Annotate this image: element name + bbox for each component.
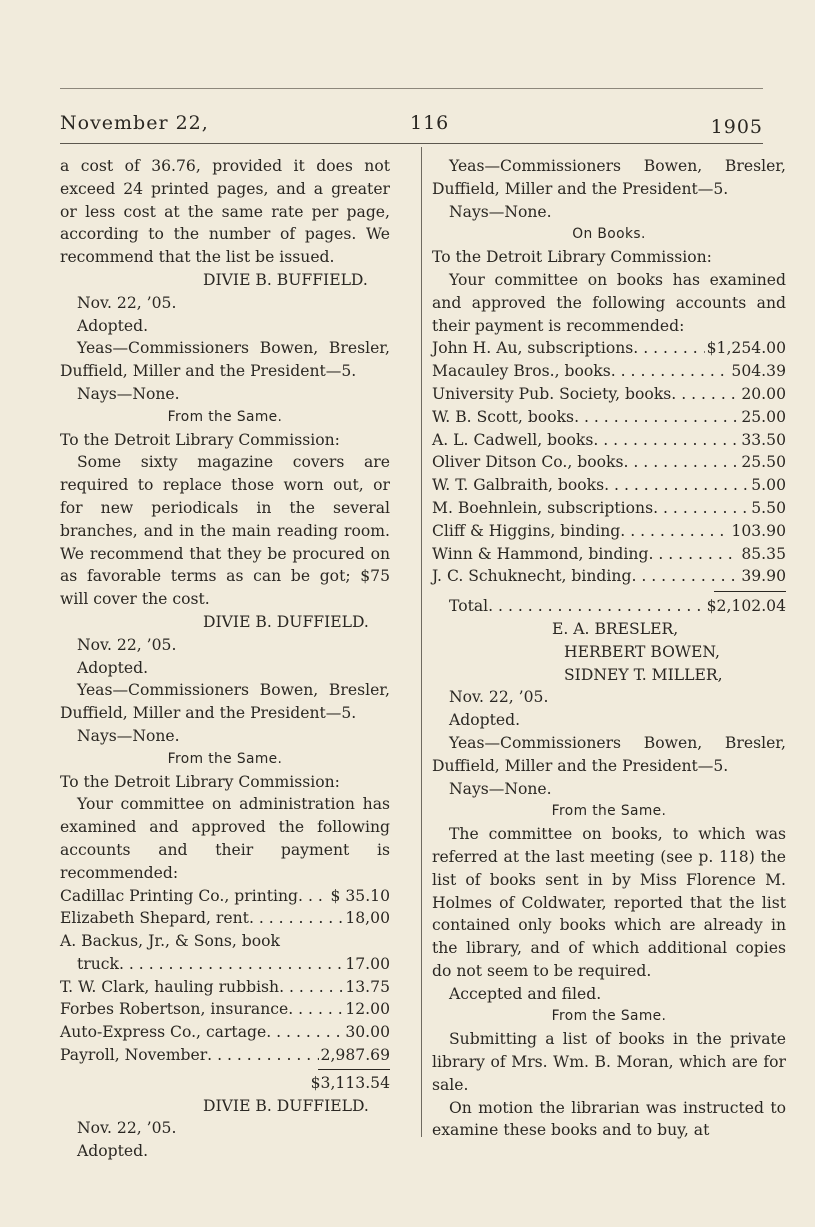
account-amount: 25.50 [741, 453, 786, 472]
account-name: University Pub. Society, books [432, 384, 672, 403]
account-amount: 18,00 [345, 909, 390, 928]
paragraph: Submitting a list of books in the private library of Mrs. Wm. B. Moran, which are for sale. [432, 1030, 786, 1094]
paragraph: On motion the librarian was instructed to examine these books and to buy, at [432, 1098, 786, 1140]
dot-leader [653, 497, 749, 520]
date-line: Nov. 22, ’05. [449, 688, 549, 707]
account-name: Cadillac Printing Co., printing [60, 886, 299, 905]
date-line: Nov. 22, ’05. [77, 635, 177, 654]
dot-leader [631, 565, 739, 588]
yeas-line: Yeas—Commissioners Bowen, Bresler, Duffield, Miller and the President—5. [432, 733, 786, 775]
account-amount: 2,987.69 [320, 1046, 390, 1065]
account-row [432, 429, 786, 452]
adopted-line: Adopted. [77, 658, 149, 677]
account-row [432, 543, 786, 566]
dot-leader [288, 998, 343, 1021]
salutation: To the Detroit Library Commission: [432, 248, 712, 267]
paragraph: Your committee on books has examined and approved the following accounts and their payment is recommended: [432, 270, 786, 335]
account-name: Cliff & Higgins, binding [432, 521, 621, 540]
dot-leader [671, 383, 739, 406]
dot-leader [611, 360, 730, 383]
accounts-list [432, 337, 786, 588]
salutation: To the Detroit Library Commission: [60, 772, 340, 791]
nays-line: Nays—None. [449, 202, 552, 221]
left-column [60, 155, 390, 1163]
account-amount: 25.00 [741, 407, 786, 426]
section-heading: From the Same. [551, 803, 667, 820]
right-column [432, 155, 786, 1142]
account-amount: $1,254.00 [706, 339, 786, 358]
top-rule [60, 88, 763, 89]
account-amount: 504.39 [731, 362, 786, 381]
paragraph: Your committee on administration has examined and approved the following accounts and their payment is recommended: [60, 795, 390, 882]
header-date: November 22, [60, 112, 209, 134]
account-name: W. T. Galbraith, books [432, 476, 605, 495]
dot-leader [604, 474, 749, 497]
account-row [60, 1021, 390, 1044]
account-row [60, 1044, 390, 1067]
account-amount: 20.00 [741, 384, 786, 403]
account-row [60, 907, 390, 930]
section-heading: From the Same. [551, 1008, 667, 1025]
signature: DIVIE B. DUFFIELD. [203, 612, 369, 631]
account-row [432, 451, 786, 474]
yeas-line: Yeas—Commissioners Bowen, Bresler, Duffield, Miller and the President—5. [60, 681, 390, 723]
account-name: W. B. Scott, books [432, 407, 575, 426]
adopted-line: Adopted. [77, 1142, 149, 1161]
account-row [432, 383, 786, 406]
signer: SIDNEY T. MILLER, [564, 665, 723, 684]
account-name: Forbes Robertson, insurance [60, 1000, 289, 1019]
account-name: J. C. Schuknecht, binding [432, 567, 632, 586]
account-amount: 17.00 [345, 954, 390, 973]
account-row [60, 998, 390, 1021]
accepted-line: Accepted and filed. [449, 984, 602, 1003]
dot-leader [593, 429, 739, 452]
dot-leader [207, 1044, 318, 1067]
section-heading: From the Same. [167, 750, 283, 767]
total-label: Total [449, 597, 489, 616]
dot-leader [633, 337, 704, 360]
dot-leader [119, 953, 343, 976]
yeas-line: Yeas—Commissioners Bowen, Bresler, Duffield, Miller and the President—5. [432, 157, 786, 198]
account-amount: 5.00 [751, 476, 786, 495]
dot-leader [620, 520, 729, 543]
nays-line: Nays—None. [77, 384, 180, 403]
account-name: Payroll, November [60, 1046, 208, 1065]
account-amount: 103.90 [731, 521, 786, 540]
signature: DIVIE B. BUFFIELD. [203, 270, 368, 289]
account-amount: $ 35.10 [330, 886, 390, 905]
account-amount: 30.00 [345, 1023, 390, 1042]
account-amount: 33.50 [741, 430, 786, 449]
account-name: Macauley Bros., books [432, 362, 611, 381]
paragraph: Some sixty magazine covers are required to replace those worn out, or for new periodicals in the several branches, and in the main reading room. We recommend that they be procured on as favorable terms as can be got; $75 will cover the cost. [60, 453, 390, 609]
column-divider [421, 147, 422, 1137]
account-row [432, 360, 786, 383]
adopted-line: Adopted. [77, 316, 149, 335]
account-name: Auto-Express Co., cartage [60, 1023, 267, 1042]
account-name: A. Backus, Jr., & Sons, book [60, 932, 281, 951]
account-amount: 5.50 [751, 498, 786, 517]
section-heading: From the Same. [167, 408, 283, 425]
salutation: To the Detroit Library Commission: [60, 430, 340, 449]
dot-leader [488, 595, 704, 618]
adopted-line: Adopted. [449, 711, 521, 730]
sum-rule [318, 1069, 390, 1070]
dot-leader [279, 976, 343, 999]
account-name: truck [77, 954, 119, 973]
account-row [60, 885, 390, 908]
page-number: 116 [410, 112, 450, 134]
account-name: M. Boehnlein, subscriptions [432, 498, 654, 517]
signer: HERBERT BOWEN, [564, 642, 720, 661]
account-name: Oliver Ditson Co., books [432, 453, 624, 472]
total-row [432, 595, 786, 618]
running-header [60, 112, 763, 144]
sum-rule [714, 591, 786, 592]
account-row [60, 930, 390, 953]
dot-leader [623, 451, 739, 474]
account-name: Elizabeth Shepard, rent [60, 909, 249, 928]
dot-leader [298, 885, 328, 908]
dot-leader [648, 543, 739, 566]
nays-line: Nays—None. [77, 726, 180, 745]
account-amount: 12.00 [345, 1000, 390, 1019]
account-row [60, 976, 390, 999]
dot-leader [266, 1021, 343, 1044]
accounts-total: $3,113.54 [310, 1073, 390, 1092]
account-row [60, 953, 390, 976]
dot-leader [574, 406, 739, 429]
date-line: Nov. 22, ’05. [77, 293, 177, 312]
account-row [432, 520, 786, 543]
account-row [432, 474, 786, 497]
account-row [432, 565, 786, 588]
yeas-line: Yeas—Commissioners Bowen, Bresler, Duffield, Miller and the President—5. [60, 339, 390, 381]
date-line: Nov. 22, ’05. [77, 1119, 177, 1138]
account-amount: 85.35 [741, 544, 786, 563]
header-rule [60, 143, 763, 144]
account-row [432, 337, 786, 360]
account-name: T. W. Clark, hauling rubbish [60, 977, 280, 996]
signer: E. A. BRESLER, [552, 619, 679, 638]
nays-line: Nays—None. [449, 779, 552, 798]
paragraph: a cost of 36.76, provided it does not exceed 24 printed pages, and a greater or less cost at the same rate per page, according to the number of pages. We recommend that the list be issued. [60, 157, 390, 267]
account-row [432, 406, 786, 429]
paragraph: The committee on books, to which was referred at the last meeting (see p. 118) the list of books sent in by Miss Florence M. Holmes of Coldwater, reported that the list contained only books which are already in the library, and of which additional copies do not seem to be required. [432, 825, 786, 980]
total-amount: $2,102.04 [706, 597, 786, 616]
section-heading: On Books. [572, 226, 646, 243]
account-row [432, 497, 786, 520]
dot-leader [249, 907, 343, 930]
account-amount: 13.75 [345, 977, 390, 996]
account-name: John H. Au, subscriptions [432, 339, 634, 358]
header-year: 1905 [710, 116, 763, 138]
accounts-list [60, 885, 390, 1067]
account-name: A. L. Cadwell, books [432, 430, 594, 449]
signature: DIVIE B. DUFFIELD. [203, 1096, 369, 1115]
account-amount: 39.90 [741, 567, 786, 586]
account-name: Winn & Hammond, binding [432, 544, 649, 563]
